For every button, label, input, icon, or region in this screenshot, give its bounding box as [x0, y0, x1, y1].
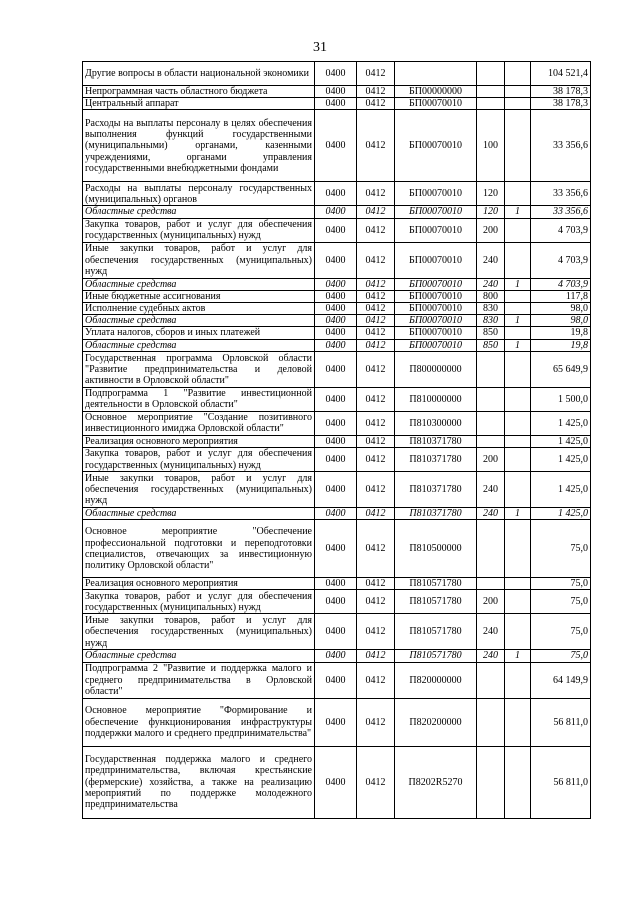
section-code-cell: 0400 [315, 435, 357, 447]
amount-cell: 104 521,4 [531, 62, 591, 86]
funding-source-cell [505, 387, 531, 411]
funding-source-cell [505, 472, 531, 508]
row-name-cell: Расходы на выплаты персоналу в целях обеспечения выполнения функций государственными (муниципальными) органами, казенными учреждениями, органами управления государственными внебюджетными фондами [83, 110, 315, 182]
amount-cell: 38 178,3 [531, 86, 591, 98]
funding-source-cell [505, 614, 531, 650]
row-name-cell: Областные средства [83, 508, 315, 520]
target-article-cell: П810300000 [395, 411, 477, 435]
table-row [83, 98, 591, 110]
target-article-cell: БП00070010 [395, 339, 477, 351]
section-code-cell: 0400 [315, 614, 357, 650]
target-article-cell: БП00070010 [395, 98, 477, 110]
expense-type-cell: 120 [477, 182, 505, 206]
subsection-code-cell: 0412 [357, 315, 395, 327]
target-article-cell: БП00070010 [395, 242, 477, 278]
row-name-cell: Центральный аппарат [83, 98, 315, 110]
table-row [83, 62, 591, 86]
table-row [83, 435, 591, 447]
expense-type-cell [477, 351, 505, 387]
target-article-cell: БП00070010 [395, 206, 477, 218]
target-article-cell: БП00070010 [395, 110, 477, 182]
amount-cell: 1 425,0 [531, 411, 591, 435]
amount-cell: 1 425,0 [531, 435, 591, 447]
section-code-cell: 0400 [315, 327, 357, 339]
expense-type-cell: 100 [477, 110, 505, 182]
funding-source-cell [505, 218, 531, 242]
amount-cell: 75,0 [531, 520, 591, 578]
amount-cell: 65 649,9 [531, 351, 591, 387]
row-name-cell: Другие вопросы в области национальной экономики [83, 62, 315, 86]
row-name-cell: Иные бюджетные ассигнования [83, 290, 315, 302]
subsection-code-cell: 0412 [357, 98, 395, 110]
row-name-cell: Основное мероприятие "Обеспечение профессиональной подготовки и переподготовки специалистов, отвечающих за инвестиционную политику Орловской области" [83, 520, 315, 578]
expense-type-cell: 120 [477, 206, 505, 218]
page-number: 31 [313, 40, 327, 55]
target-article-cell: П810571780 [395, 578, 477, 590]
target-article-cell [395, 62, 477, 86]
subsection-code-cell: 0412 [357, 303, 395, 315]
row-name-cell: Подпрограмма 1 "Развитие инвестиционной деятельности в Орловской области" [83, 387, 315, 411]
expense-type-cell: 830 [477, 303, 505, 315]
subsection-code-cell: 0412 [357, 662, 395, 698]
funding-source-cell [505, 520, 531, 578]
target-article-cell: БП00070010 [395, 278, 477, 290]
amount-cell: 1 500,0 [531, 387, 591, 411]
funding-source-cell [505, 182, 531, 206]
expense-type-cell [477, 435, 505, 447]
section-code-cell: 0400 [315, 339, 357, 351]
section-code-cell: 0400 [315, 472, 357, 508]
section-code-cell: 0400 [315, 206, 357, 218]
table-row [83, 746, 591, 818]
row-name-cell: Основное мероприятие "Формирование и обеспечение функционирования инфраструктуры поддержки малого и среднего предпринимательства" [83, 698, 315, 746]
target-article-cell: П800000000 [395, 351, 477, 387]
section-code-cell: 0400 [315, 290, 357, 302]
table-row [83, 520, 591, 578]
funding-source-cell [505, 62, 531, 86]
section-code-cell: 0400 [315, 746, 357, 818]
target-article-cell: П820000000 [395, 662, 477, 698]
row-name-cell: Реализация основного мероприятия [83, 435, 315, 447]
amount-cell: 19,8 [531, 339, 591, 351]
table-row [83, 662, 591, 698]
target-article-cell: П810000000 [395, 387, 477, 411]
amount-cell: 75,0 [531, 578, 591, 590]
funding-source-cell [505, 327, 531, 339]
row-name-cell: Основное мероприятие "Создание позитивного инвестиционного имиджа Орловской области" [83, 411, 315, 435]
funding-source-cell: 1 [505, 206, 531, 218]
row-name-cell: Закупка товаров, работ и услуг для обеспечения государственных (муниципальных) нужд [83, 218, 315, 242]
row-name-cell: Непрограммная часть областного бюджета [83, 86, 315, 98]
amount-cell: 75,0 [531, 590, 591, 614]
row-name-cell: Областные средства [83, 650, 315, 662]
expense-type-cell: 240 [477, 278, 505, 290]
funding-source-cell [505, 290, 531, 302]
amount-cell: 33 356,6 [531, 206, 591, 218]
target-article-cell: П810571780 [395, 614, 477, 650]
subsection-code-cell: 0412 [357, 218, 395, 242]
table-row [83, 218, 591, 242]
table-row [83, 290, 591, 302]
section-code-cell: 0400 [315, 520, 357, 578]
expense-type-cell [477, 86, 505, 98]
section-code-cell: 0400 [315, 182, 357, 206]
section-code-cell: 0400 [315, 590, 357, 614]
funding-source-cell [505, 411, 531, 435]
funding-source-cell [505, 448, 531, 472]
subsection-code-cell: 0412 [357, 590, 395, 614]
target-article-cell: П810371780 [395, 448, 477, 472]
amount-cell: 98,0 [531, 315, 591, 327]
subsection-code-cell: 0412 [357, 435, 395, 447]
subsection-code-cell: 0412 [357, 278, 395, 290]
row-name-cell: Подпрограмма 2 "Развитие и поддержка малого и среднего предпринимательства в Орловской области" [83, 662, 315, 698]
section-code-cell: 0400 [315, 387, 357, 411]
table-row [83, 698, 591, 746]
funding-source-cell [505, 590, 531, 614]
subsection-code-cell: 0412 [357, 614, 395, 650]
subsection-code-cell: 0412 [357, 650, 395, 662]
row-name-cell: Иные закупки товаров, работ и услуг для обеспечения государственных (муниципальных) нужд [83, 614, 315, 650]
funding-source-cell: 1 [505, 508, 531, 520]
target-article-cell: П810571780 [395, 590, 477, 614]
target-article-cell: БП00070010 [395, 290, 477, 302]
subsection-code-cell: 0412 [357, 206, 395, 218]
amount-cell: 4 703,9 [531, 278, 591, 290]
table-row [83, 182, 591, 206]
table-row [83, 650, 591, 662]
table-row [83, 508, 591, 520]
expense-type-cell: 830 [477, 315, 505, 327]
section-code-cell: 0400 [315, 218, 357, 242]
target-article-cell: П810371780 [395, 435, 477, 447]
section-code-cell: 0400 [315, 698, 357, 746]
amount-cell: 33 356,6 [531, 182, 591, 206]
funding-source-cell [505, 110, 531, 182]
funding-source-cell [505, 86, 531, 98]
subsection-code-cell: 0412 [357, 578, 395, 590]
subsection-code-cell: 0412 [357, 387, 395, 411]
section-code-cell: 0400 [315, 508, 357, 520]
section-code-cell: 0400 [315, 650, 357, 662]
amount-cell: 1 425,0 [531, 472, 591, 508]
section-code-cell: 0400 [315, 98, 357, 110]
table-row [83, 110, 591, 182]
subsection-code-cell: 0412 [357, 746, 395, 818]
expense-type-cell [477, 662, 505, 698]
amount-cell: 56 811,0 [531, 746, 591, 818]
table-row [83, 86, 591, 98]
table-row [83, 278, 591, 290]
expense-type-cell [477, 578, 505, 590]
amount-cell: 4 703,9 [531, 242, 591, 278]
subsection-code-cell: 0412 [357, 351, 395, 387]
target-article-cell: БП00070010 [395, 218, 477, 242]
expense-type-cell [477, 62, 505, 86]
section-code-cell: 0400 [315, 242, 357, 278]
target-article-cell: БП00070010 [395, 315, 477, 327]
funding-source-cell: 1 [505, 339, 531, 351]
table-row [83, 448, 591, 472]
table-row [83, 303, 591, 315]
expense-type-cell [477, 746, 505, 818]
section-code-cell: 0400 [315, 303, 357, 315]
table-row [83, 387, 591, 411]
funding-source-cell: 1 [505, 315, 531, 327]
expense-type-cell: 200 [477, 590, 505, 614]
table-row [83, 339, 591, 351]
section-code-cell: 0400 [315, 86, 357, 98]
amount-cell: 56 811,0 [531, 698, 591, 746]
target-article-cell: П810371780 [395, 508, 477, 520]
section-code-cell: 0400 [315, 315, 357, 327]
subsection-code-cell: 0412 [357, 698, 395, 746]
expense-type-cell: 800 [477, 290, 505, 302]
expense-type-cell: 850 [477, 339, 505, 351]
table-row [83, 327, 591, 339]
subsection-code-cell: 0412 [357, 520, 395, 578]
expense-type-cell: 850 [477, 327, 505, 339]
section-code-cell: 0400 [315, 662, 357, 698]
table-row [83, 315, 591, 327]
row-name-cell: Областные средства [83, 339, 315, 351]
expense-type-cell [477, 698, 505, 746]
funding-source-cell: 1 [505, 650, 531, 662]
table-row [83, 411, 591, 435]
funding-source-cell [505, 698, 531, 746]
expense-type-cell: 200 [477, 218, 505, 242]
row-name-cell: Областные средства [83, 315, 315, 327]
table-row [83, 578, 591, 590]
subsection-code-cell: 0412 [357, 242, 395, 278]
subsection-code-cell: 0412 [357, 110, 395, 182]
subsection-code-cell: 0412 [357, 508, 395, 520]
amount-cell: 1 425,0 [531, 508, 591, 520]
target-article-cell: БП00070010 [395, 182, 477, 206]
amount-cell: 117,8 [531, 290, 591, 302]
amount-cell: 4 703,9 [531, 218, 591, 242]
subsection-code-cell: 0412 [357, 86, 395, 98]
row-name-cell: Иные закупки товаров, работ и услуг для обеспечения государственных (муниципальных) нужд [83, 472, 315, 508]
section-code-cell: 0400 [315, 578, 357, 590]
row-name-cell: Государственная программа Орловской области "Развитие предпринимательства и деловой активности в Орловской области" [83, 351, 315, 387]
expense-type-cell [477, 387, 505, 411]
row-name-cell: Областные средства [83, 206, 315, 218]
row-name-cell: Закупка товаров, работ и услуг для обеспечения государственных (муниципальных) нужд [83, 448, 315, 472]
expense-type-cell [477, 520, 505, 578]
amount-cell: 1 425,0 [531, 448, 591, 472]
expense-type-cell [477, 411, 505, 435]
row-name-cell: Закупка товаров, работ и услуг для обеспечения государственных (муниципальных) нужд [83, 590, 315, 614]
amount-cell: 19,8 [531, 327, 591, 339]
target-article-cell: П8202R5270 [395, 746, 477, 818]
row-name-cell: Уплата налогов, сборов и иных платежей [83, 327, 315, 339]
table-row [83, 472, 591, 508]
subsection-code-cell: 0412 [357, 62, 395, 86]
funding-source-cell [505, 435, 531, 447]
target-article-cell: БП00000000 [395, 86, 477, 98]
expense-type-cell: 240 [477, 614, 505, 650]
subsection-code-cell: 0412 [357, 411, 395, 435]
target-article-cell: БП00070010 [395, 327, 477, 339]
expense-type-cell: 240 [477, 242, 505, 278]
table-row [83, 242, 591, 278]
expense-type-cell: 240 [477, 472, 505, 508]
amount-cell: 75,0 [531, 650, 591, 662]
funding-source-cell [505, 578, 531, 590]
funding-source-cell [505, 242, 531, 278]
section-code-cell: 0400 [315, 110, 357, 182]
row-name-cell: Областные средства [83, 278, 315, 290]
section-code-cell: 0400 [315, 351, 357, 387]
funding-source-cell [505, 351, 531, 387]
amount-cell: 64 149,9 [531, 662, 591, 698]
target-article-cell: БП00070010 [395, 303, 477, 315]
target-article-cell: П810571780 [395, 650, 477, 662]
subsection-code-cell: 0412 [357, 290, 395, 302]
amount-cell: 38 178,3 [531, 98, 591, 110]
expense-type-cell: 240 [477, 650, 505, 662]
row-name-cell: Реализация основного мероприятия [83, 578, 315, 590]
target-article-cell: П810500000 [395, 520, 477, 578]
amount-cell: 75,0 [531, 614, 591, 650]
funding-source-cell: 1 [505, 278, 531, 290]
subsection-code-cell: 0412 [357, 472, 395, 508]
row-name-cell: Иные закупки товаров, работ и услуг для обеспечения государственных (муниципальных) нужд [83, 242, 315, 278]
row-name-cell: Расходы на выплаты персоналу государственных (муниципальных) органов [83, 182, 315, 206]
table-row [83, 614, 591, 650]
row-name-cell: Государственная поддержка малого и среднего предпринимательства, включая крестьянские (фермерские) хозяйства, а также на реализацию мероприятий по поддержке молодежного предпринимательства [83, 746, 315, 818]
subsection-code-cell: 0412 [357, 448, 395, 472]
target-article-cell: П810371780 [395, 472, 477, 508]
expense-type-cell: 200 [477, 448, 505, 472]
amount-cell: 98,0 [531, 303, 591, 315]
target-article-cell: П820200000 [395, 698, 477, 746]
funding-source-cell [505, 98, 531, 110]
section-code-cell: 0400 [315, 278, 357, 290]
budget-table [82, 61, 591, 819]
funding-source-cell [505, 303, 531, 315]
row-name-cell: Исполнение судебных актов [83, 303, 315, 315]
expense-type-cell: 240 [477, 508, 505, 520]
section-code-cell: 0400 [315, 448, 357, 472]
section-code-cell: 0400 [315, 411, 357, 435]
funding-source-cell [505, 662, 531, 698]
amount-cell: 33 356,6 [531, 110, 591, 182]
table-row [83, 351, 591, 387]
table-row [83, 590, 591, 614]
subsection-code-cell: 0412 [357, 182, 395, 206]
table-row [83, 206, 591, 218]
section-code-cell: 0400 [315, 62, 357, 86]
subsection-code-cell: 0412 [357, 339, 395, 351]
budget-table-body [83, 62, 591, 819]
funding-source-cell [505, 746, 531, 818]
subsection-code-cell: 0412 [357, 327, 395, 339]
expense-type-cell [477, 98, 505, 110]
